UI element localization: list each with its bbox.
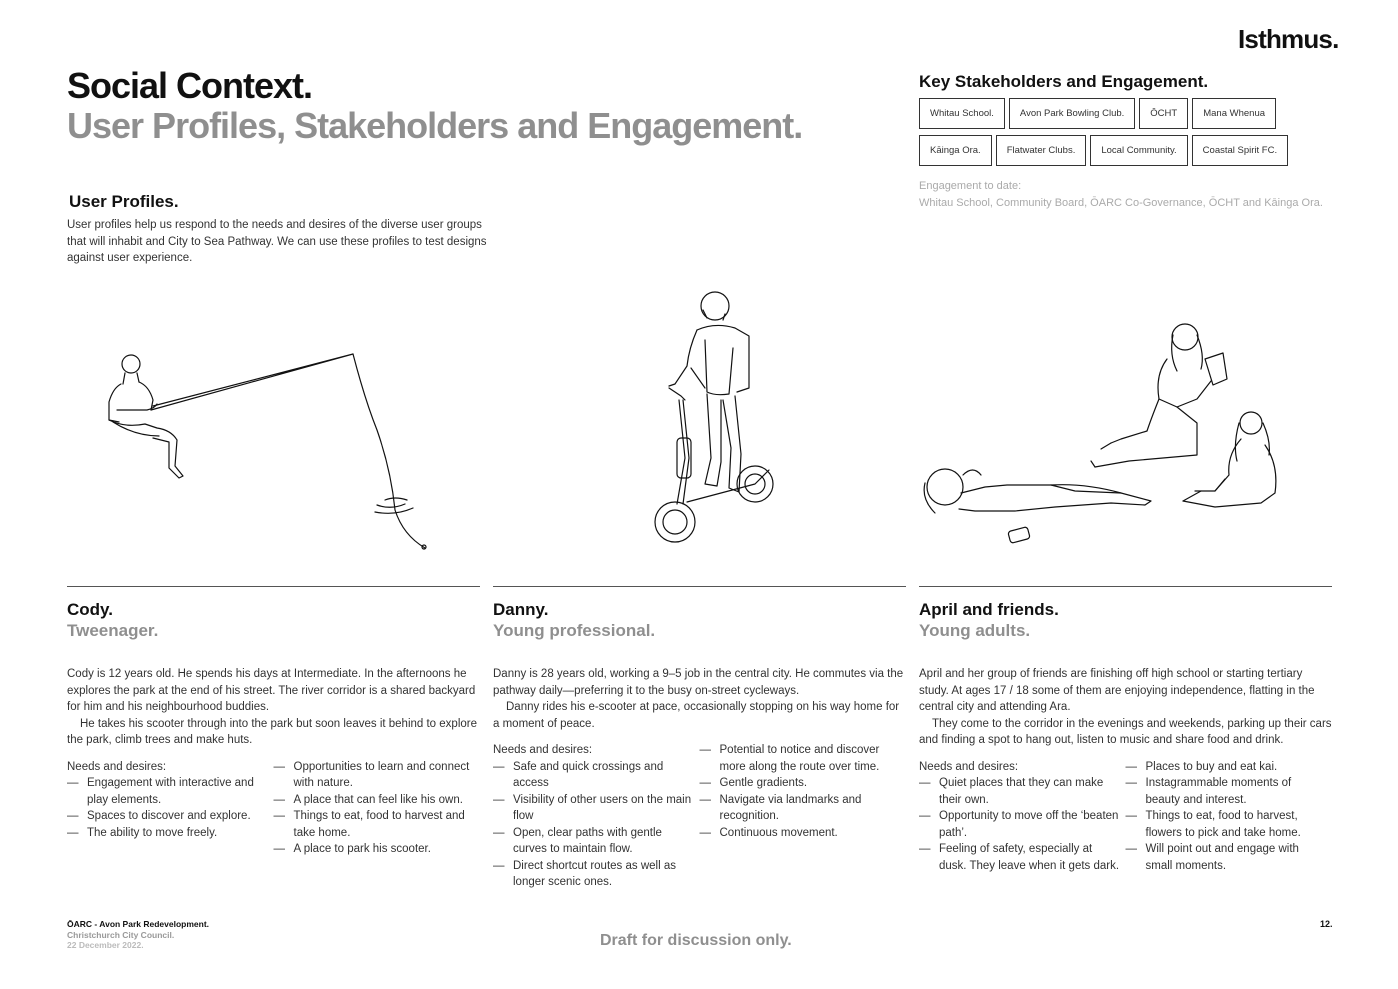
profile-april [919,586,1332,874]
page-title [67,66,802,146]
engagement-heading: Engagement to date: [919,180,1022,192]
needs-label: Needs and desires: [493,744,593,756]
need-item: — Potential to notice and discover more along the route over time. [700,742,901,775]
profile-description [919,666,1332,749]
profile-danny [493,586,906,891]
profile-role: Young adults. [919,621,1031,640]
title-line-2: User Profiles, Stakeholders and Engagement. [67,105,803,146]
need-item: — Safe and quick crossings and access [493,759,694,792]
footer-client: Christchurch City Council. [67,929,175,940]
need-item: — Navigate via landmarks and recognition. [700,792,901,825]
needs-list [919,759,1332,875]
need-item: — A place that can feel like his own. [274,792,475,809]
title-line-1: Social Context. [67,65,313,106]
profile-paragraph: Danny is 28 years old, working a 9–5 job in the central city. He commutes via the pathway daily—preferring it to the busy on-street cycleways. [493,668,904,697]
footer-project-info [67,919,209,951]
need-item: — Open, clear paths with gentle curves to maintain flow. [493,825,694,858]
stakeholder-tag: Avon Park Bowling Club. [1009,98,1135,129]
needs-list [67,759,480,858]
profile-paragraph: Danny rides his e-scooter at pace, occasionally stopping on his way home for a moment of peace. [493,701,900,730]
needs-label: Needs and desires: [919,760,1019,773]
section-divider [919,586,1332,587]
footer-project: ŌARC - Avon Park Redevelopment. [67,919,210,929]
need-item: — The ability to move freely. [67,825,268,842]
footer-date: 22 December 2022. [67,940,144,950]
need-item: — Instagrammable moments of beauty and interest. [1126,775,1327,808]
needs-list [493,742,906,891]
need-item: — Places to buy and eat kai. [1126,759,1327,776]
engagement-text: Whitau School, Community Board, ŌARC Co-Governance, ŌCHT and Kāinga Ora. [919,196,1323,209]
needs-label: Needs and desires: [67,760,167,773]
profile-name: April and friends. [919,600,1059,619]
profile-paragraph: They come to the corridor in the evenings and weekends, parking up their cars and finding a spot to hang out, listen to music and share food and drink. [919,717,1332,746]
april-friends-illustration [915,315,1285,550]
profile-paragraph: Cody is 12 years old. He spends his days at Intermediate. In the afternoons he explores the park at the end of his street. The river corridor is a shared backyard for him and his neighbourhood buddies. [67,668,476,713]
stakeholders-section [919,72,1339,211]
profile-paragraph: He takes his scooter through into the park but soon leaves it behind to explore the park, climb trees and make huts. [67,717,477,746]
page-number: 12. [1320,919,1333,929]
profile-role: Tweenager. [67,621,159,640]
stakeholder-tag: ŌCHT [1139,98,1188,129]
stakeholder-tag: Flatwater Clubs. [996,135,1087,166]
need-item: — Things to eat, food to harvest, flowers to pick and take home. [1126,808,1327,841]
cody-fishing-illustration [95,340,440,555]
user-profiles-heading: User Profiles. [69,192,179,211]
profile-description [493,666,906,732]
stakeholder-tag: Mana Whenua [1192,98,1276,129]
profile-description [67,666,480,749]
profile-role: Young professional. [493,621,656,640]
stakeholder-tag: Kāinga Ora. [919,135,992,166]
need-item: — Will point out and engage with small moments. [1126,841,1327,874]
stakeholder-tag: Local Community. [1090,135,1187,166]
stakeholder-tag: Coastal Spirit FC. [1192,135,1288,166]
need-item: — Things to eat, food to harvest and take home. [274,808,475,841]
need-item: — Engagement with interactive and play elements. [67,775,268,808]
danny-scooter-illustration [645,288,780,550]
need-item: — Feeling of safety, especially at dusk. They leave when it gets dark. [919,841,1120,874]
draft-notice: Draft for discussion only. [600,932,792,949]
section-divider [493,586,906,587]
need-item: — Spaces to discover and explore. [67,808,268,825]
need-item: — Opportunity to move off the ‘beaten path’. [919,808,1120,841]
stakeholders-heading: Key Stakeholders and Engagement. [919,72,1209,91]
isthmus-logo: Isthmus. [1238,24,1339,54]
section-divider [67,586,480,587]
user-profiles-intro [67,192,487,267]
stakeholder-tags [919,98,1299,166]
profile-paragraph: April and her group of friends are finishing off high school or starting tertiary study. At ages 17 / 18 some of them are enjoying independence, flatting in the central city and attending Ara. [919,668,1315,713]
need-item: — Opportunities to learn and connect with nature. [274,759,475,792]
need-item: — Gentle gradients. [700,775,901,792]
need-item: — Continuous movement. [700,825,901,842]
user-profiles-text: User profiles help us respond to the needs and desires of the diverse user groups that will inhabit and City to Sea Pathway. We can use these profiles to test designs against user experience. [67,219,487,264]
profile-name: Danny. [493,600,549,619]
stakeholder-tag: Whitau School. [919,98,1005,129]
profile-name: Cody. [67,600,113,619]
profile-cody [67,586,480,858]
need-item: — Quiet places that they can make their own. [919,775,1120,808]
need-item: — Direct shortcut routes as well as longer scenic ones. [493,858,694,891]
need-item: — Visibility of other users on the main flow [493,792,694,825]
need-item: — A place to park his scooter. [274,841,475,858]
